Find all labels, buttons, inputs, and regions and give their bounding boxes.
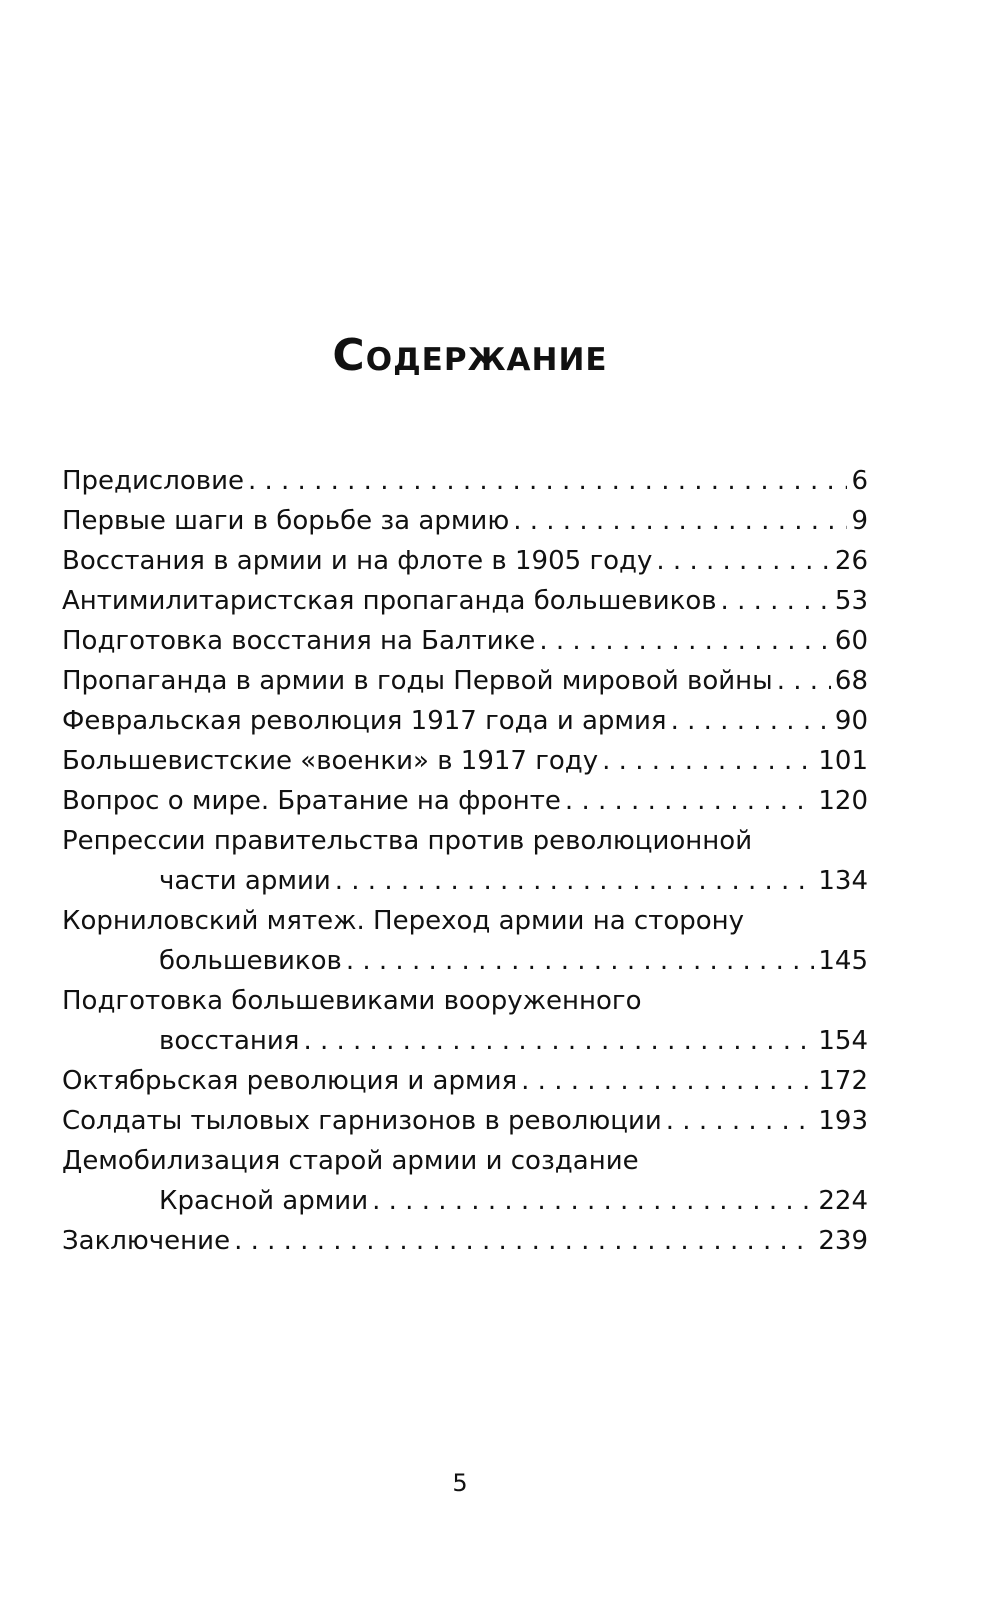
toc-entry-title: Февральская революция 1917 года и армия xyxy=(62,706,667,736)
toc-entry-title: Первые шаги в борьбе за армию xyxy=(62,506,510,536)
toc-entry-page: 9 xyxy=(851,506,868,536)
toc-entry xyxy=(62,1021,868,1061)
toc-entry xyxy=(62,581,868,621)
toc-entry-page: 90 xyxy=(834,706,868,736)
toc-entry xyxy=(62,1221,868,1261)
toc-entry-title: Большевистские «военки» в 1917 году xyxy=(62,746,599,776)
toc-entry-title: Демобилизация старой армии и создание xyxy=(62,1146,639,1176)
toc-entry-title: Репрессии правительства против революционной xyxy=(62,826,753,856)
toc-entry-page: 53 xyxy=(834,586,868,616)
toc-entry-title: Заключение xyxy=(62,1226,231,1256)
toc-entry xyxy=(62,501,868,541)
toc-entry xyxy=(62,661,868,701)
toc-entry-page: 145 xyxy=(818,946,868,976)
toc-entry xyxy=(62,821,868,861)
toc-entry-page: 26 xyxy=(834,546,868,576)
toc-entry xyxy=(62,781,868,821)
toc-entry xyxy=(62,621,868,661)
toc-entry xyxy=(62,741,868,781)
toc-entry xyxy=(62,941,868,981)
toc-entry-title: части армии xyxy=(159,866,331,896)
toc-entry-page: 68 xyxy=(834,666,868,696)
toc-entry-title: Октябрьская революция и армия xyxy=(62,1066,518,1096)
table-of-contents xyxy=(62,461,868,1261)
toc-leader-dots xyxy=(656,541,831,581)
toc-entry-title: Подготовка восстания на Балтике xyxy=(62,626,536,656)
toc-entry-page: 172 xyxy=(818,1066,868,1096)
toc-entry-page: 60 xyxy=(834,626,868,656)
toc-leader-dots xyxy=(666,1101,815,1141)
toc-leader-dots xyxy=(602,741,814,781)
toc-entry-title: восстания xyxy=(159,1026,300,1056)
toc-leader-dots xyxy=(372,1181,814,1221)
toc-entry xyxy=(62,701,868,741)
toc-entry-title: большевиков xyxy=(159,946,342,976)
toc-entry-page: 101 xyxy=(818,746,868,776)
toc-entry xyxy=(62,1061,868,1101)
toc-leader-dots xyxy=(513,501,847,541)
toc-entry xyxy=(62,461,868,501)
toc-entry-title: Красной армии xyxy=(159,1186,369,1216)
toc-entry-title: Пропаганда в армии в годы Первой мировой войны xyxy=(62,666,773,696)
toc-leader-dots xyxy=(521,1061,814,1101)
toc-leader-dots xyxy=(777,661,831,701)
toc-leader-dots xyxy=(335,861,815,901)
toc-entry-title: Предисловие xyxy=(62,466,244,496)
toc-entry xyxy=(62,861,868,901)
toc-leader-dots xyxy=(565,781,814,821)
toc-entry-title: Вопрос о мире. Братание на фронте xyxy=(62,786,561,816)
toc-entry-title: Подготовка большевиками вооруженного xyxy=(62,986,642,1016)
toc-entry-page: 193 xyxy=(818,1106,868,1136)
toc-entry-title: Антимилитаристская пропаганда большевиков xyxy=(62,586,717,616)
toc-entry-page: 239 xyxy=(818,1226,868,1256)
toc-entry-page: 6 xyxy=(851,466,868,496)
toc-entry xyxy=(62,1101,868,1141)
toc-leader-dots xyxy=(303,1021,814,1061)
toc-entry xyxy=(62,981,868,1021)
toc-entry xyxy=(62,1181,868,1221)
page-title: Содержание xyxy=(332,330,608,381)
toc-entry-title: Восстания в армии и на флоте в 1905 году xyxy=(62,546,653,576)
toc-leader-dots xyxy=(248,461,847,501)
toc-entry xyxy=(62,1141,868,1181)
toc-entry-title: Корниловский мятеж. Переход армии на сторону xyxy=(62,906,745,936)
page-number: 5 xyxy=(452,1469,468,1497)
toc-leader-dots xyxy=(671,701,831,741)
toc-entry-title: Солдаты тыловых гарнизонов в революции xyxy=(62,1106,662,1136)
toc-leader-dots xyxy=(539,621,831,661)
toc-leader-dots xyxy=(721,581,831,621)
toc-entry-page: 154 xyxy=(818,1026,868,1056)
toc-entry xyxy=(62,541,868,581)
toc-entry-page: 134 xyxy=(818,866,868,896)
toc-leader-dots xyxy=(234,1221,814,1261)
toc-entry-page: 224 xyxy=(818,1186,868,1216)
toc-leader-dots xyxy=(346,941,815,981)
toc-entry-page: 120 xyxy=(818,786,868,816)
toc-entry xyxy=(62,901,868,941)
